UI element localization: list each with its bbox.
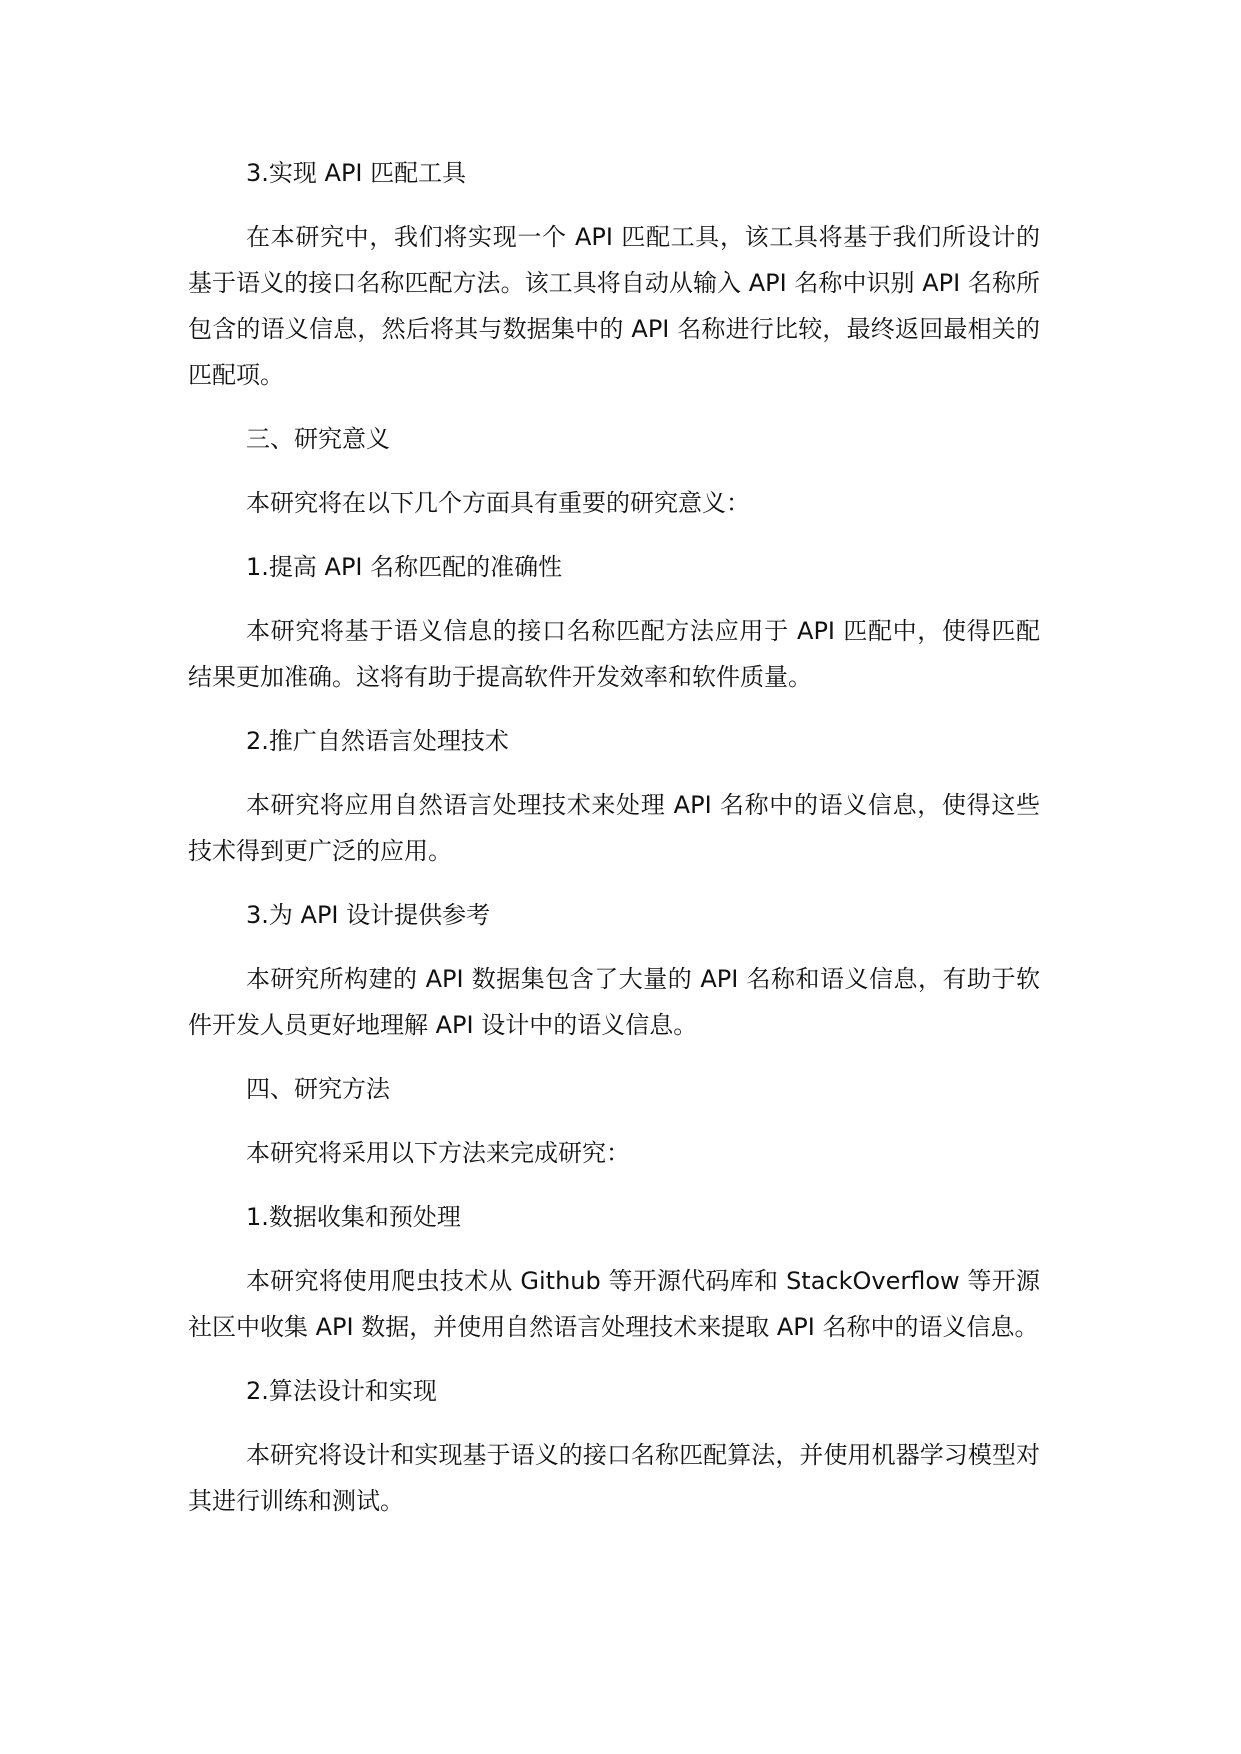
paragraph-significance-intro: 本研究将在以下几个方面具有重要的研究意义：: [246, 489, 750, 517]
subheading-nlp: 2.推广自然语言处理技术: [246, 727, 509, 755]
paragraph-implement-tool: 在本研究中，我们将实现一个 API 匹配工具，该工具将基于我们所设计的基于语义的接口名称匹配方法。该工具将自动从输入 API 名称中识别 API 名称所包含的语义信息，然后将其与数据集中的 API 名称进行比较，最终返回最相关的匹配项。: [188, 223, 1040, 389]
paragraph-api-design: 本研究所构建的 API 数据集包含了大量的 API 名称和语义信息，有助于软件开发人员更好地理解 API 设计中的语义信息。: [188, 965, 1040, 1039]
paragraph-nlp: 本研究将应用自然语言处理技术来处理 API 名称中的语义信息，使得这些技术得到更广泛的应用。: [188, 791, 1040, 865]
section-heading-implement-tool: 3.实现 API 匹配工具: [246, 159, 467, 187]
subheading-data-collection: 1.数据收集和预处理: [246, 1203, 461, 1231]
subheading-api-design: 3.为 API 设计提供参考: [246, 901, 491, 929]
paragraph-methods-intro: 本研究将采用以下方法来完成研究：: [246, 1139, 630, 1167]
subheading-algorithm: 2.算法设计和实现: [246, 1377, 437, 1405]
paragraph-data-collection: 本研究将使用爬虫技术从 Github 等开源代码库和 StackOverflow 等开源社区中收集 API 数据，并使用自然语言处理技术来提取 API 名称中的语义信息。: [188, 1267, 1040, 1341]
document-body: [188, 150, 1040, 1524]
subheading-accuracy: 1.提高 API 名称匹配的准确性: [246, 553, 563, 581]
paragraph-accuracy: 本研究将基于语义信息的接口名称匹配方法应用于 API 匹配中，使得匹配结果更加准确。这将有助于提高软件开发效率和软件质量。: [188, 617, 1040, 691]
paragraph-algorithm: 本研究将设计和实现基于语义的接口名称匹配算法，并使用机器学习模型对其进行训练和测试。: [188, 1441, 1040, 1515]
section-heading-significance: 三、研究意义: [246, 425, 390, 453]
section-heading-methods: 四、研究方法: [246, 1075, 390, 1103]
